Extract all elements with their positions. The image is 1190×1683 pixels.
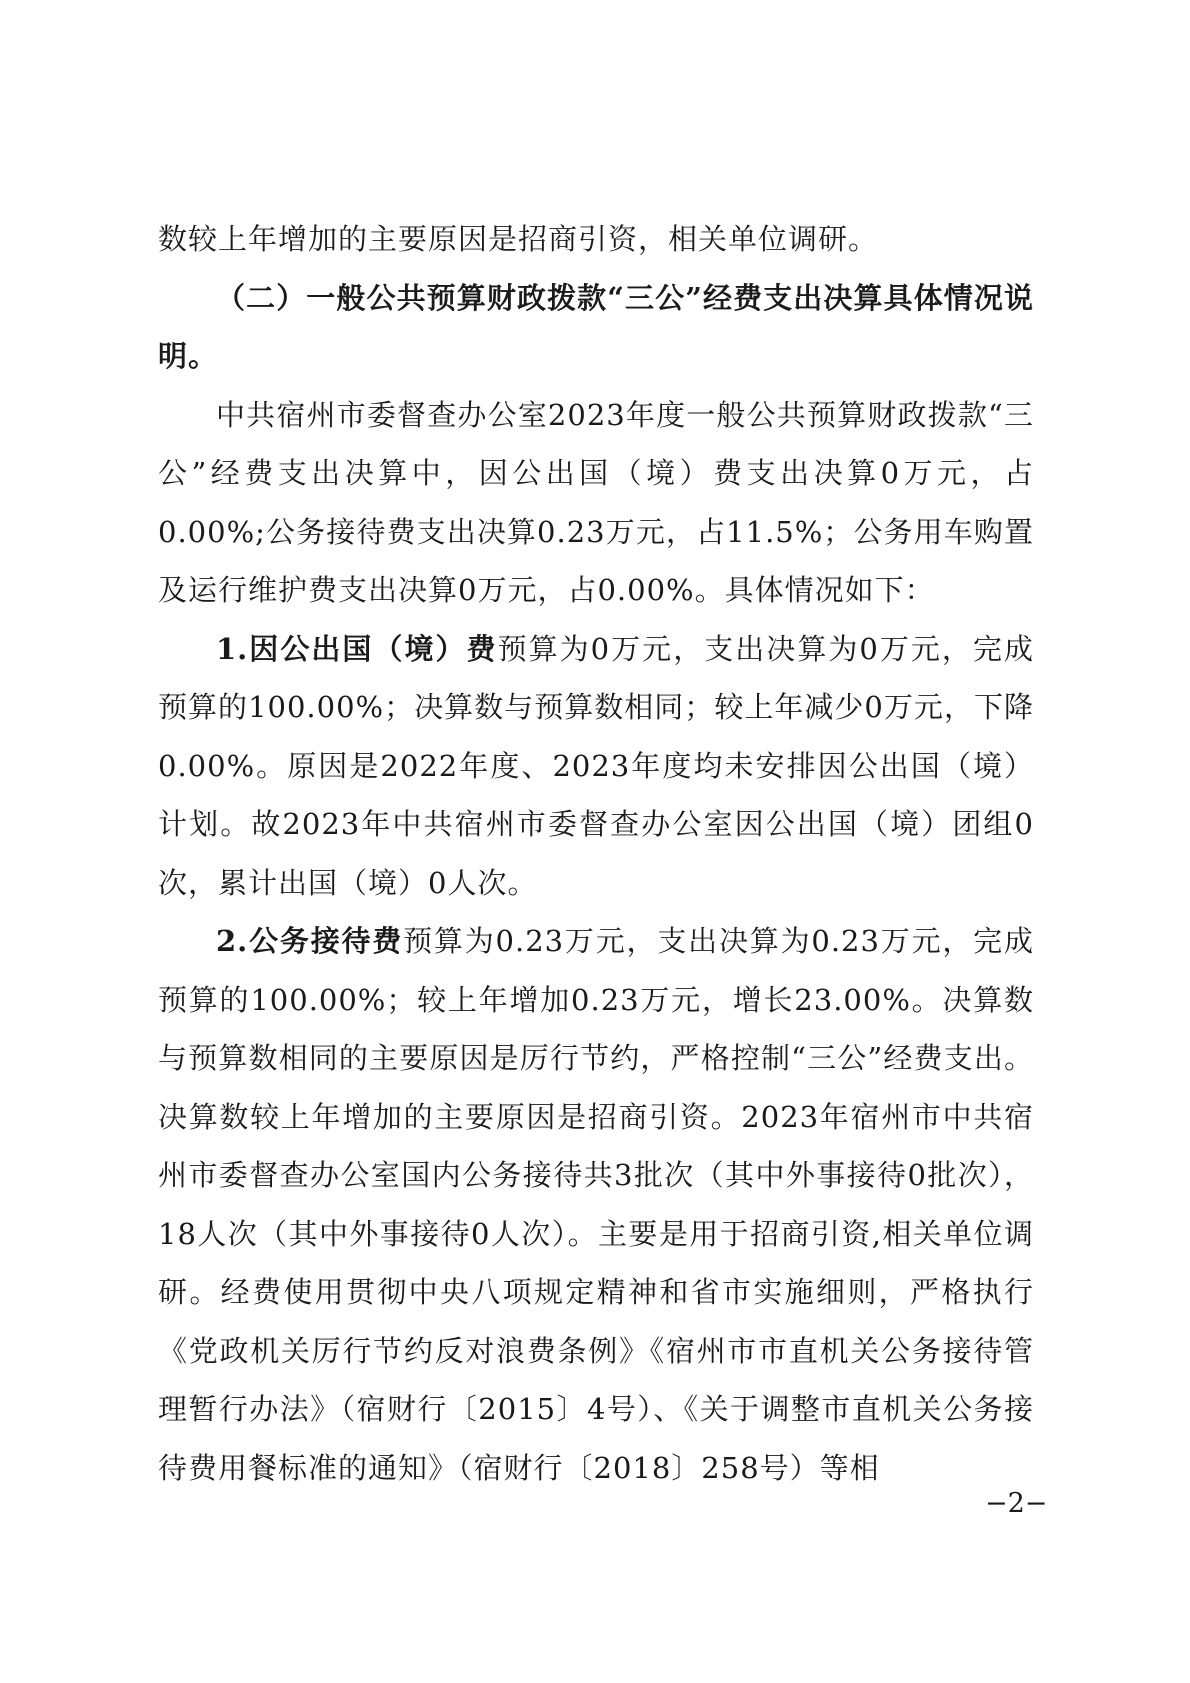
paragraph-summary: 中共宿州市委督查办公室2023年度一般公共预算财政拨款“三公”经费支出决算中，因公出国（境）费支出决算0万元，占0.00%;公务接待费支出决算0.23万元，占11.5%；公务用车购置及运行维护费支出决算0万元，占0.00%。具体情况如下： [158,397,1034,607]
page-number: −2− [985,1488,1048,1519]
item-text-reception: 预算为0.23万元，支出决算为0.23万元，完成预算的100.00%；较上年增加0.23万元，增长23.00%。决算数与预算数相同的主要原因是厉行节约，严格控制“三公”经费支出。决算数较上年增加的主要原因是招商引资。2023年宿州市中共宿州市委督查办公室国内公务接待共3批次（其中外事接待0批次），18人次（其中外事接待0人次）。主要是用于招商引资,相关单位调研。经费使用贯彻中央八项规定精神和省市实施细则，严格执行《党政机关厉行节约反对浪费条例》《宿州市市直机关公务接待管理暂行办法》（宿财行〔2015〕4号）、《关于调整市直机关公务接待费用餐标准的通知》（宿财行〔2018〕258号）等相 [158,924,1034,1485]
paragraph-overseas-travel [158,620,1034,913]
paragraph-continuation: 数较上年增加的主要原因是招商引资，相关单位调研。 [158,222,879,256]
paragraph-reception [158,912,1034,1497]
item-title-overseas-travel: 1.因公出国（境）费 [216,631,498,666]
item-text-overseas-travel: 预算为0万元，支出决算为0万元，完成预算的100.00%；决算数与预算数相同；较上年减少0万元，下降0.00%。原因是2022年度、2023年度均未安排因公出国（境）计划。故2023年中共宿州市委督查办公室因公出国（境）团组0次，累计出国（境）0人次。 [158,631,1034,900]
item-title-reception: 2.公务接待费 [216,924,404,958]
section-heading: （二）一般公共预算财政拨款“三公”经费支出决算具体情况说明。 [158,280,1034,373]
document-body [158,210,1034,1497]
